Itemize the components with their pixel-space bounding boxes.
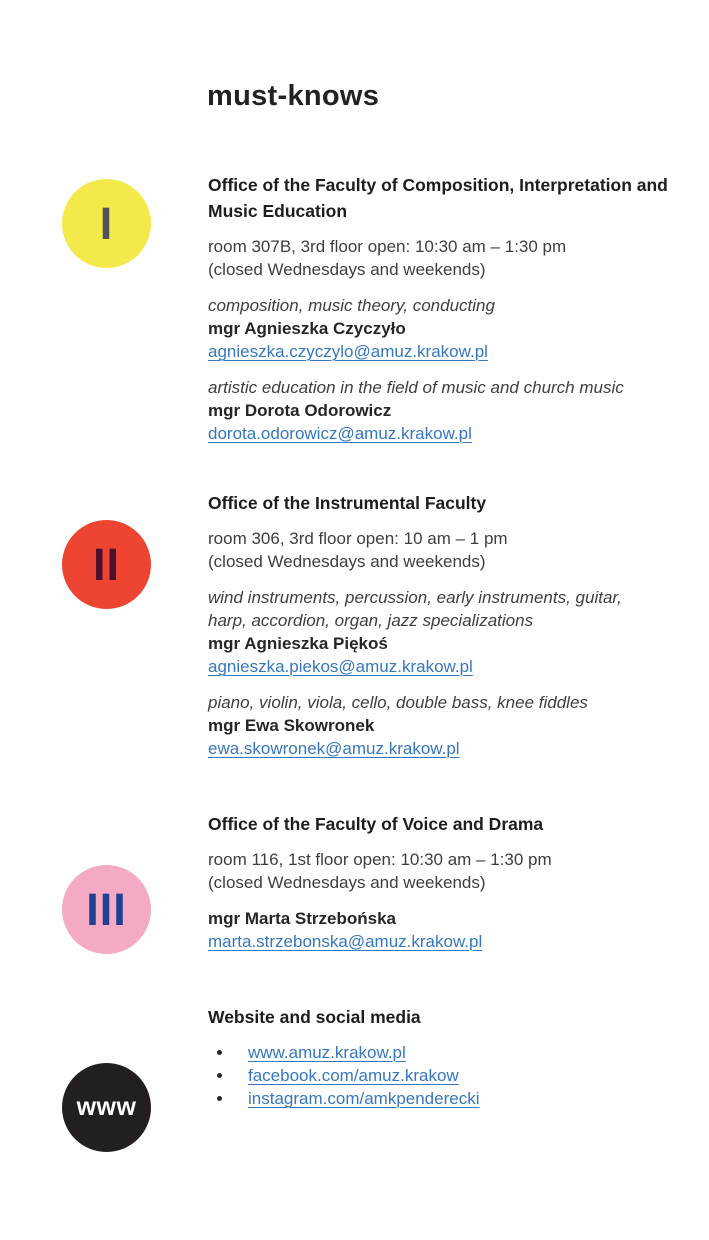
facebook-link[interactable]: facebook.com/amuz.krakow <box>248 1066 459 1085</box>
bullet-icon <box>208 1073 248 1078</box>
section-heading: Website and social media <box>208 1007 421 1027</box>
office-hours <box>208 235 673 281</box>
section-heading: Office of the Faculty of Composition, Interpretation and Music Education <box>208 175 668 221</box>
social-links-list <box>208 1041 673 1110</box>
contact-block <box>208 376 673 445</box>
section-3-badge <box>62 865 151 954</box>
list-item <box>208 1041 673 1064</box>
email-link[interactable]: marta.strzebonska@amuz.krakow.pl <box>208 932 483 951</box>
www-icon: www <box>76 1093 137 1121</box>
contact-name: mgr Dorota Odorowicz <box>208 401 392 420</box>
bullet-icon <box>208 1096 248 1101</box>
email-link[interactable]: dorota.odorowicz@amuz.krakow.pl <box>208 424 472 443</box>
closed-line: (closed Wednesdays and weekends) <box>208 260 486 279</box>
roman-numeral-2: II <box>92 539 120 590</box>
contact-block <box>208 691 673 760</box>
email-link[interactable]: agnieszka.czyczylo@amuz.krakow.pl <box>208 342 488 361</box>
website-link[interactable]: www.amuz.krakow.pl <box>248 1043 406 1062</box>
section-instrumental-faculty <box>208 490 673 773</box>
section-web-social <box>208 1004 673 1110</box>
specializations: piano, violin, viola, cello, double bass, knee fiddles <box>208 693 588 712</box>
bullet-icon <box>208 1050 248 1055</box>
list-item <box>208 1064 673 1087</box>
specializations: artistic education in the field of music and church music <box>208 378 624 397</box>
contact-name: mgr Ewa Skowronek <box>208 716 375 735</box>
contact-block <box>208 907 673 953</box>
contact-name: mgr Marta Strzebońska <box>208 909 396 928</box>
office-hours <box>208 527 673 573</box>
list-item <box>208 1087 673 1110</box>
instagram-link[interactable]: instagram.com/amkpenderecki <box>248 1089 480 1108</box>
page-title: must-knows <box>207 80 380 112</box>
contact-block <box>208 294 673 363</box>
section-heading: Office of the Faculty of Voice and Drama <box>208 814 544 834</box>
section-1-badge <box>62 179 151 268</box>
hours-line: room 306, 3rd floor open: 10 am – 1 pm <box>208 529 508 548</box>
www-badge <box>62 1063 151 1152</box>
email-link[interactable]: agnieszka.piekos@amuz.krakow.pl <box>208 657 473 676</box>
contact-name: mgr Agnieszka Piękoś <box>208 634 388 653</box>
hours-line: room 307B, 3rd floor open: 10:30 am – 1:30 pm <box>208 237 567 256</box>
section-heading: Office of the Instrumental Faculty <box>208 493 487 513</box>
office-hours <box>208 848 673 894</box>
contact-block <box>208 586 673 678</box>
email-link[interactable]: ewa.skowronek@amuz.krakow.pl <box>208 739 460 758</box>
hours-line: room 116, 1st floor open: 10:30 am – 1:30 pm <box>208 850 552 869</box>
closed-line: (closed Wednesdays and weekends) <box>208 873 486 892</box>
specializations: composition, music theory, conducting <box>208 296 495 315</box>
roman-numeral-3: III <box>86 884 127 935</box>
contact-name: mgr Agnieszka Czyczyło <box>208 319 406 338</box>
closed-line: (closed Wednesdays and weekends) <box>208 552 486 571</box>
section-2-badge <box>62 520 151 609</box>
specializations: wind instruments, percussion, early instruments, guitar, harp, accordion, organ, jazz specializations <box>208 588 622 630</box>
section-voice-drama-faculty <box>208 811 673 966</box>
roman-numeral-1: I <box>99 198 114 249</box>
section-composition-faculty <box>208 172 673 458</box>
